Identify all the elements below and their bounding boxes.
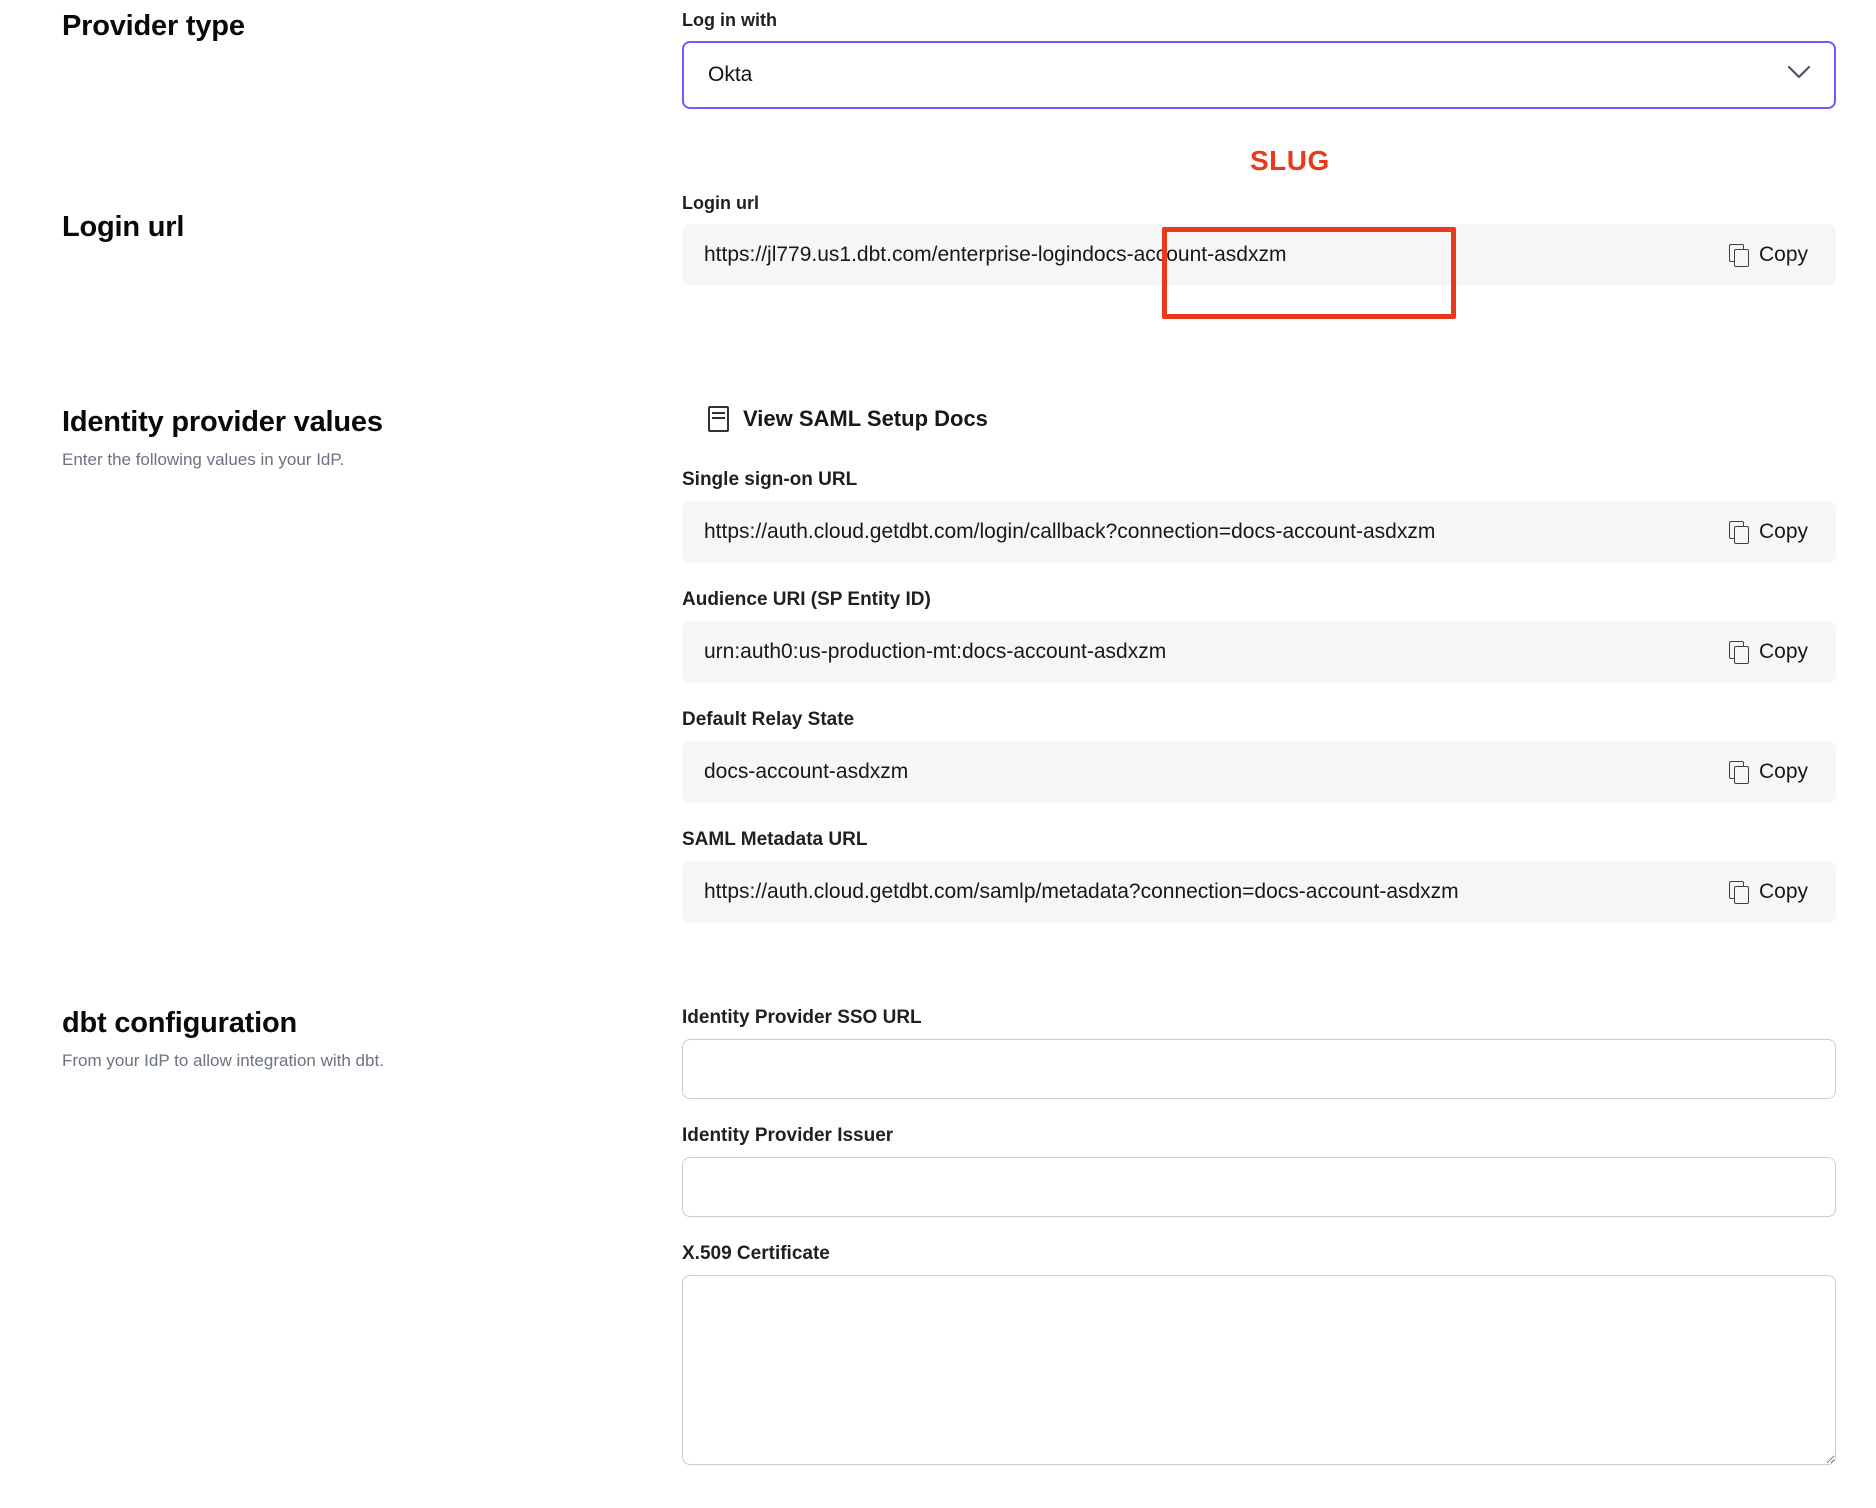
identity-provider-values-subtitle: Enter the following values in your IdP. [62,450,345,469]
dbt-configuration-section [62,923,1836,1470]
saml-metadata-url-field [682,829,1836,923]
log-in-with-label: Log in with [682,10,777,30]
audience-uri-value-row [682,621,1836,683]
login-url-value-row [682,224,1836,286]
idp-sso-url-field [682,1007,1836,1099]
provider-type-right [682,10,1836,109]
default-relay-state-value: docs-account-asdxzm [704,760,909,783]
login-url-right [682,145,1836,286]
default-relay-state-label: Default Relay State [682,709,855,730]
saml-metadata-url-copy-button[interactable] [1711,880,1836,904]
idp-issuer-label: Identity Provider Issuer [682,1125,894,1146]
saml-metadata-url-copy-label: Copy [1758,880,1808,903]
login-url-value [704,243,1286,267]
login-url-left [62,193,682,244]
sso-url-copy-label: Copy [1758,520,1808,543]
sso-url-copy-button[interactable] [1711,520,1836,544]
identity-provider-values-section [62,286,1836,923]
identity-provider-values-right [682,406,1836,923]
dbt-configuration-right [682,1007,1836,1470]
audience-uri-label: Audience URI (SP Entity ID) [682,589,931,610]
login-with-selected-value: Okta [708,63,753,86]
default-relay-state-field [682,709,1836,803]
x509-certificate-field [682,1243,1836,1470]
x509-certificate-label: X.509 Certificate [682,1243,830,1264]
dbt-configuration-title: dbt configuration [62,1007,298,1039]
login-url-value-prefix: https://jl779.us1.dbt.com/enterprise-login [704,243,1083,266]
login-url-value-slug: docs-account-asdxzm [1082,243,1287,266]
audience-uri-field [682,589,1836,683]
login-url-copy-button[interactable] [1711,243,1836,267]
copy-icon [1729,761,1749,783]
view-saml-setup-docs-label: View SAML Setup Docs [743,406,988,431]
identity-provider-values-title: Identity provider values [62,406,383,438]
copy-icon [1729,881,1749,903]
login-url-title: Login url [62,211,185,243]
saml-metadata-url-value: https://auth.cloud.getdbt.com/samlp/metadata?connection=docs-account-asdxzm [704,880,1459,903]
provider-type-section [62,0,1836,109]
saml-metadata-url-value-row [682,861,1836,923]
idp-issuer-field [682,1125,1836,1217]
view-saml-setup-docs-link[interactable] [708,406,988,432]
idp-sso-url-label: Identity Provider SSO URL [682,1007,922,1028]
sso-url-value-row [682,501,1836,563]
login-url-section [62,109,1836,286]
dbt-configuration-subtitle: From your IdP to allow integration with dbt. [62,1051,384,1070]
dbt-configuration-left [62,1007,682,1072]
login-with-select-wrap[interactable] [682,41,1836,109]
audience-uri-copy-label: Copy [1758,640,1808,663]
login-url-copy-label: Copy [1758,243,1808,266]
saml-metadata-url-label: SAML Metadata URL [682,829,868,850]
provider-type-left [62,10,682,43]
document-icon [708,406,729,432]
copy-icon [1729,521,1749,543]
sso-url-label: Single sign-on URL [682,469,858,490]
sso-url-field [682,469,1836,563]
audience-uri-copy-button[interactable] [1711,640,1836,664]
copy-icon [1729,244,1749,266]
default-relay-state-copy-button[interactable] [1711,760,1836,784]
identity-provider-values-left [62,406,682,471]
sso-url-value: https://auth.cloud.getdbt.com/login/callback?connection=docs-account-asdxzm [704,520,1436,543]
provider-type-title: Provider type [62,10,245,42]
copy-icon [1729,641,1749,663]
slug-annotation-label: SLUG [1250,145,1330,176]
x509-certificate-textarea[interactable] [682,1275,1836,1465]
default-relay-state-value-row [682,741,1836,803]
idp-issuer-input[interactable] [682,1157,1836,1217]
login-url-field-label: Login url [682,193,759,213]
idp-sso-url-input[interactable] [682,1039,1836,1099]
default-relay-state-copy-label: Copy [1758,760,1808,783]
login-with-select[interactable] [682,41,1836,109]
audience-uri-value: urn:auth0:us-production-mt:docs-account-asdxzm [704,640,1167,663]
